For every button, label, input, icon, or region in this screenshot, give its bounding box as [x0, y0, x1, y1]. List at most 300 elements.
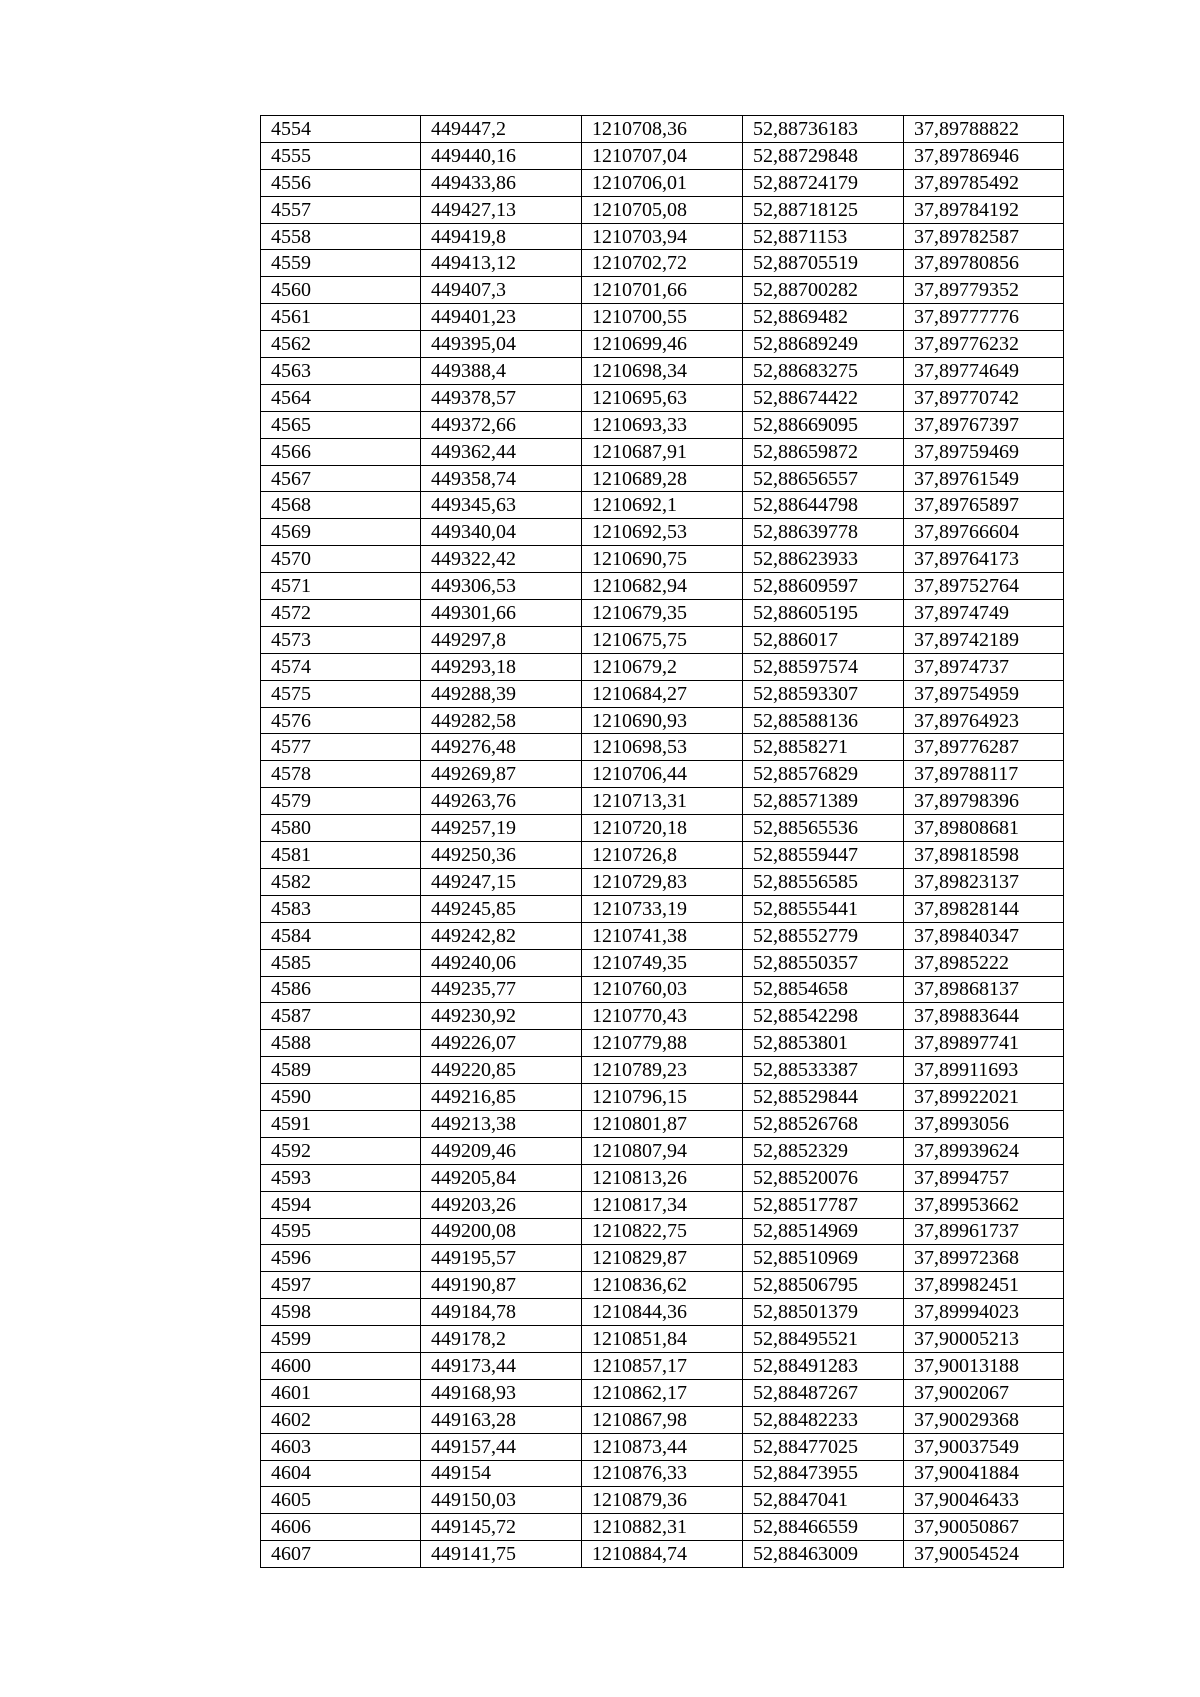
longitude-cell: 37,8985222	[904, 949, 1064, 976]
point-number-cell: 4596	[261, 1245, 421, 1272]
point-number-cell: 4567	[261, 465, 421, 492]
longitude-cell: 37,89765897	[904, 492, 1064, 519]
table-row	[261, 1272, 1064, 1299]
x-coordinate-cell: 449276,48	[421, 734, 582, 761]
latitude-cell: 52,88571389	[743, 788, 904, 815]
table-row	[261, 116, 1064, 143]
y-coordinate-cell: 1210692,53	[582, 519, 743, 546]
point-number-cell: 4578	[261, 761, 421, 788]
table-row	[261, 1433, 1064, 1460]
y-coordinate-cell: 1210813,26	[582, 1164, 743, 1191]
y-coordinate-cell: 1210693,33	[582, 411, 743, 438]
x-coordinate-cell: 449150,03	[421, 1487, 582, 1514]
y-coordinate-cell: 1210801,87	[582, 1110, 743, 1137]
x-coordinate-cell: 449288,39	[421, 680, 582, 707]
longitude-cell: 37,89982451	[904, 1272, 1064, 1299]
longitude-cell: 37,89840347	[904, 922, 1064, 949]
y-coordinate-cell: 1210789,23	[582, 1057, 743, 1084]
point-number-cell: 4576	[261, 707, 421, 734]
y-coordinate-cell: 1210879,36	[582, 1487, 743, 1514]
longitude-cell: 37,9002067	[904, 1379, 1064, 1406]
table-row	[261, 680, 1064, 707]
point-number-cell: 4605	[261, 1487, 421, 1514]
latitude-cell: 52,88674422	[743, 384, 904, 411]
point-number-cell: 4565	[261, 411, 421, 438]
longitude-cell: 37,89823137	[904, 868, 1064, 895]
point-number-cell: 4569	[261, 519, 421, 546]
table-row	[261, 1514, 1064, 1541]
table-row	[261, 331, 1064, 358]
latitude-cell: 52,88623933	[743, 546, 904, 573]
x-coordinate-cell: 449178,2	[421, 1326, 582, 1353]
point-number-cell: 4588	[261, 1030, 421, 1057]
latitude-cell: 52,8858271	[743, 734, 904, 761]
table-row	[261, 573, 1064, 600]
latitude-cell: 52,88550357	[743, 949, 904, 976]
y-coordinate-cell: 1210692,1	[582, 492, 743, 519]
table-row	[261, 1030, 1064, 1057]
latitude-cell: 52,88705519	[743, 250, 904, 277]
table-row	[261, 196, 1064, 223]
point-number-cell: 4601	[261, 1379, 421, 1406]
y-coordinate-cell: 1210720,18	[582, 815, 743, 842]
point-number-cell: 4595	[261, 1218, 421, 1245]
table-row	[261, 707, 1064, 734]
latitude-cell: 52,88526768	[743, 1110, 904, 1137]
longitude-cell: 37,89770742	[904, 384, 1064, 411]
latitude-cell: 52,88729848	[743, 142, 904, 169]
x-coordinate-cell: 449395,04	[421, 331, 582, 358]
y-coordinate-cell: 1210699,46	[582, 331, 743, 358]
x-coordinate-cell: 449245,85	[421, 895, 582, 922]
point-number-cell: 4579	[261, 788, 421, 815]
point-number-cell: 4607	[261, 1541, 421, 1568]
table-row	[261, 169, 1064, 196]
table-row	[261, 1245, 1064, 1272]
x-coordinate-cell: 449427,13	[421, 196, 582, 223]
longitude-cell: 37,89788117	[904, 761, 1064, 788]
table-row	[261, 546, 1064, 573]
table-row	[261, 1003, 1064, 1030]
y-coordinate-cell: 1210687,91	[582, 438, 743, 465]
table-row	[261, 1460, 1064, 1487]
y-coordinate-cell: 1210706,01	[582, 169, 743, 196]
longitude-cell: 37,90005213	[904, 1326, 1064, 1353]
x-coordinate-cell: 449145,72	[421, 1514, 582, 1541]
x-coordinate-cell: 449362,44	[421, 438, 582, 465]
y-coordinate-cell: 1210829,87	[582, 1245, 743, 1272]
latitude-cell: 52,88559447	[743, 842, 904, 869]
latitude-cell: 52,88605195	[743, 600, 904, 627]
longitude-cell: 37,89868137	[904, 976, 1064, 1003]
point-number-cell: 4561	[261, 304, 421, 331]
table-row	[261, 1487, 1064, 1514]
table-row	[261, 600, 1064, 627]
table-row	[261, 1541, 1064, 1568]
table-row	[261, 1191, 1064, 1218]
x-coordinate-cell: 449250,36	[421, 842, 582, 869]
x-coordinate-cell: 449297,8	[421, 626, 582, 653]
table-row	[261, 277, 1064, 304]
point-number-cell: 4570	[261, 546, 421, 573]
x-coordinate-cell: 449293,18	[421, 653, 582, 680]
y-coordinate-cell: 1210851,84	[582, 1326, 743, 1353]
latitude-cell: 52,88724179	[743, 169, 904, 196]
longitude-cell: 37,89828144	[904, 895, 1064, 922]
point-number-cell: 4563	[261, 358, 421, 385]
point-number-cell: 4560	[261, 277, 421, 304]
latitude-cell: 52,88517787	[743, 1191, 904, 1218]
x-coordinate-cell: 449401,23	[421, 304, 582, 331]
latitude-cell: 52,88542298	[743, 1003, 904, 1030]
point-number-cell: 4574	[261, 653, 421, 680]
longitude-cell: 37,89774649	[904, 358, 1064, 385]
latitude-cell: 52,8871153	[743, 223, 904, 250]
latitude-cell: 52,88683275	[743, 358, 904, 385]
x-coordinate-cell: 449195,57	[421, 1245, 582, 1272]
y-coordinate-cell: 1210708,36	[582, 116, 743, 143]
x-coordinate-cell: 449209,46	[421, 1137, 582, 1164]
table-row	[261, 1137, 1064, 1164]
point-number-cell: 4598	[261, 1299, 421, 1326]
coordinates-table-body	[261, 116, 1064, 1568]
latitude-cell: 52,88556585	[743, 868, 904, 895]
point-number-cell: 4603	[261, 1433, 421, 1460]
y-coordinate-cell: 1210779,88	[582, 1030, 743, 1057]
longitude-cell: 37,89742189	[904, 626, 1064, 653]
latitude-cell: 52,88639778	[743, 519, 904, 546]
table-row	[261, 358, 1064, 385]
latitude-cell: 52,88491283	[743, 1352, 904, 1379]
table-row	[261, 1326, 1064, 1353]
table-row	[261, 1379, 1064, 1406]
x-coordinate-cell: 449419,8	[421, 223, 582, 250]
y-coordinate-cell: 1210689,28	[582, 465, 743, 492]
point-number-cell: 4568	[261, 492, 421, 519]
point-number-cell: 4593	[261, 1164, 421, 1191]
y-coordinate-cell: 1210884,74	[582, 1541, 743, 1568]
longitude-cell: 37,89808681	[904, 815, 1064, 842]
y-coordinate-cell: 1210690,93	[582, 707, 743, 734]
y-coordinate-cell: 1210867,98	[582, 1406, 743, 1433]
longitude-cell: 37,89897741	[904, 1030, 1064, 1057]
point-number-cell: 4580	[261, 815, 421, 842]
table-row	[261, 653, 1064, 680]
table-row	[261, 922, 1064, 949]
y-coordinate-cell: 1210862,17	[582, 1379, 743, 1406]
latitude-cell: 52,88506795	[743, 1272, 904, 1299]
x-coordinate-cell: 449226,07	[421, 1030, 582, 1057]
x-coordinate-cell: 449213,38	[421, 1110, 582, 1137]
x-coordinate-cell: 449282,58	[421, 707, 582, 734]
longitude-cell: 37,90054524	[904, 1541, 1064, 1568]
latitude-cell: 52,88576829	[743, 761, 904, 788]
table-row	[261, 384, 1064, 411]
longitude-cell: 37,90037549	[904, 1433, 1064, 1460]
longitude-cell: 37,89784192	[904, 196, 1064, 223]
point-number-cell: 4600	[261, 1352, 421, 1379]
longitude-cell: 37,89922021	[904, 1084, 1064, 1111]
table-row	[261, 492, 1064, 519]
longitude-cell: 37,89818598	[904, 842, 1064, 869]
table-row	[261, 895, 1064, 922]
y-coordinate-cell: 1210749,35	[582, 949, 743, 976]
latitude-cell: 52,88656557	[743, 465, 904, 492]
latitude-cell: 52,8854658	[743, 976, 904, 1003]
longitude-cell: 37,89785492	[904, 169, 1064, 196]
y-coordinate-cell: 1210844,36	[582, 1299, 743, 1326]
x-coordinate-cell: 449220,85	[421, 1057, 582, 1084]
x-coordinate-cell: 449345,63	[421, 492, 582, 519]
longitude-cell: 37,89972368	[904, 1245, 1064, 1272]
longitude-cell: 37,89961737	[904, 1218, 1064, 1245]
point-number-cell: 4592	[261, 1137, 421, 1164]
x-coordinate-cell: 449388,4	[421, 358, 582, 385]
y-coordinate-cell: 1210706,44	[582, 761, 743, 788]
y-coordinate-cell: 1210700,55	[582, 304, 743, 331]
x-coordinate-cell: 449184,78	[421, 1299, 582, 1326]
y-coordinate-cell: 1210705,08	[582, 196, 743, 223]
latitude-cell: 52,88593307	[743, 680, 904, 707]
point-number-cell: 4584	[261, 922, 421, 949]
latitude-cell: 52,88565536	[743, 815, 904, 842]
latitude-cell: 52,88588136	[743, 707, 904, 734]
longitude-cell: 37,8993056	[904, 1110, 1064, 1137]
latitude-cell: 52,8853801	[743, 1030, 904, 1057]
x-coordinate-cell: 449440,16	[421, 142, 582, 169]
y-coordinate-cell: 1210822,75	[582, 1218, 743, 1245]
y-coordinate-cell: 1210713,31	[582, 788, 743, 815]
y-coordinate-cell: 1210698,34	[582, 358, 743, 385]
longitude-cell: 37,89782587	[904, 223, 1064, 250]
latitude-cell: 52,88597574	[743, 653, 904, 680]
table-row	[261, 976, 1064, 1003]
longitude-cell: 37,89766604	[904, 519, 1064, 546]
point-number-cell: 4591	[261, 1110, 421, 1137]
y-coordinate-cell: 1210729,83	[582, 868, 743, 895]
latitude-cell: 52,88477025	[743, 1433, 904, 1460]
latitude-cell: 52,88659872	[743, 438, 904, 465]
table-row	[261, 868, 1064, 895]
table-row	[261, 438, 1064, 465]
point-number-cell: 4586	[261, 976, 421, 1003]
x-coordinate-cell: 449154	[421, 1460, 582, 1487]
point-number-cell: 4566	[261, 438, 421, 465]
y-coordinate-cell: 1210741,38	[582, 922, 743, 949]
x-coordinate-cell: 449190,87	[421, 1272, 582, 1299]
y-coordinate-cell: 1210796,15	[582, 1084, 743, 1111]
latitude-cell: 52,8847041	[743, 1487, 904, 1514]
point-number-cell: 4571	[261, 573, 421, 600]
point-number-cell: 4575	[261, 680, 421, 707]
point-number-cell: 4589	[261, 1057, 421, 1084]
table-row	[261, 1406, 1064, 1433]
y-coordinate-cell: 1210882,31	[582, 1514, 743, 1541]
x-coordinate-cell: 449173,44	[421, 1352, 582, 1379]
table-row	[261, 519, 1064, 546]
longitude-cell: 37,90013188	[904, 1352, 1064, 1379]
table-row	[261, 788, 1064, 815]
point-number-cell: 4573	[261, 626, 421, 653]
latitude-cell: 52,88463009	[743, 1541, 904, 1568]
y-coordinate-cell: 1210760,03	[582, 976, 743, 1003]
y-coordinate-cell: 1210679,35	[582, 600, 743, 627]
x-coordinate-cell: 449433,86	[421, 169, 582, 196]
table-row	[261, 465, 1064, 492]
latitude-cell: 52,8852329	[743, 1137, 904, 1164]
table-row	[261, 1299, 1064, 1326]
table-row	[261, 304, 1064, 331]
x-coordinate-cell: 449269,87	[421, 761, 582, 788]
longitude-cell: 37,89939624	[904, 1137, 1064, 1164]
x-coordinate-cell: 449378,57	[421, 384, 582, 411]
table-row	[261, 1218, 1064, 1245]
point-number-cell: 4594	[261, 1191, 421, 1218]
point-number-cell: 4597	[261, 1272, 421, 1299]
latitude-cell: 52,88669095	[743, 411, 904, 438]
latitude-cell: 52,88552779	[743, 922, 904, 949]
x-coordinate-cell: 449413,12	[421, 250, 582, 277]
y-coordinate-cell: 1210682,94	[582, 573, 743, 600]
point-number-cell: 4556	[261, 169, 421, 196]
point-number-cell: 4562	[261, 331, 421, 358]
x-coordinate-cell: 449372,66	[421, 411, 582, 438]
longitude-cell: 37,90046433	[904, 1487, 1064, 1514]
longitude-cell: 37,89776232	[904, 331, 1064, 358]
y-coordinate-cell: 1210702,72	[582, 250, 743, 277]
y-coordinate-cell: 1210733,19	[582, 895, 743, 922]
latitude-cell: 52,88510969	[743, 1245, 904, 1272]
y-coordinate-cell: 1210679,2	[582, 653, 743, 680]
x-coordinate-cell: 449301,66	[421, 600, 582, 627]
longitude-cell: 37,89761549	[904, 465, 1064, 492]
y-coordinate-cell: 1210701,66	[582, 277, 743, 304]
longitude-cell: 37,90029368	[904, 1406, 1064, 1433]
y-coordinate-cell: 1210675,75	[582, 626, 743, 653]
y-coordinate-cell: 1210817,34	[582, 1191, 743, 1218]
table-row	[261, 1164, 1064, 1191]
table-row	[261, 142, 1064, 169]
latitude-cell: 52,88700282	[743, 277, 904, 304]
point-number-cell: 4604	[261, 1460, 421, 1487]
x-coordinate-cell: 449200,08	[421, 1218, 582, 1245]
point-number-cell: 4606	[261, 1514, 421, 1541]
latitude-cell: 52,88495521	[743, 1326, 904, 1353]
x-coordinate-cell: 449358,74	[421, 465, 582, 492]
longitude-cell: 37,89776287	[904, 734, 1064, 761]
longitude-cell: 37,89786946	[904, 142, 1064, 169]
latitude-cell: 52,88487267	[743, 1379, 904, 1406]
latitude-cell: 52,88555441	[743, 895, 904, 922]
x-coordinate-cell: 449407,3	[421, 277, 582, 304]
longitude-cell: 37,89759469	[904, 438, 1064, 465]
x-coordinate-cell: 449240,06	[421, 949, 582, 976]
x-coordinate-cell: 449203,26	[421, 1191, 582, 1218]
table-row	[261, 761, 1064, 788]
x-coordinate-cell: 449141,75	[421, 1541, 582, 1568]
point-number-cell: 4585	[261, 949, 421, 976]
latitude-cell: 52,88520076	[743, 1164, 904, 1191]
y-coordinate-cell: 1210726,8	[582, 842, 743, 869]
latitude-cell: 52,886017	[743, 626, 904, 653]
longitude-cell: 37,90041884	[904, 1460, 1064, 1487]
table-row	[261, 1057, 1064, 1084]
point-number-cell: 4581	[261, 842, 421, 869]
x-coordinate-cell: 449340,04	[421, 519, 582, 546]
y-coordinate-cell: 1210684,27	[582, 680, 743, 707]
latitude-cell: 52,88473955	[743, 1460, 904, 1487]
x-coordinate-cell: 449157,44	[421, 1433, 582, 1460]
point-number-cell: 4577	[261, 734, 421, 761]
longitude-cell: 37,89953662	[904, 1191, 1064, 1218]
y-coordinate-cell: 1210698,53	[582, 734, 743, 761]
point-number-cell: 4558	[261, 223, 421, 250]
longitude-cell: 37,89798396	[904, 788, 1064, 815]
latitude-cell: 52,88736183	[743, 116, 904, 143]
point-number-cell: 4590	[261, 1084, 421, 1111]
y-coordinate-cell: 1210807,94	[582, 1137, 743, 1164]
x-coordinate-cell: 449205,84	[421, 1164, 582, 1191]
longitude-cell: 37,89780856	[904, 250, 1064, 277]
x-coordinate-cell: 449163,28	[421, 1406, 582, 1433]
x-coordinate-cell: 449322,42	[421, 546, 582, 573]
point-number-cell: 4554	[261, 116, 421, 143]
table-row	[261, 223, 1064, 250]
y-coordinate-cell: 1210690,75	[582, 546, 743, 573]
x-coordinate-cell: 449216,85	[421, 1084, 582, 1111]
longitude-cell: 37,89764173	[904, 546, 1064, 573]
table-row	[261, 250, 1064, 277]
latitude-cell: 52,88644798	[743, 492, 904, 519]
latitude-cell: 52,88482233	[743, 1406, 904, 1433]
longitude-cell: 37,89764923	[904, 707, 1064, 734]
latitude-cell: 52,88501379	[743, 1299, 904, 1326]
x-coordinate-cell: 449257,19	[421, 815, 582, 842]
longitude-cell: 37,8974749	[904, 600, 1064, 627]
longitude-cell: 37,8994757	[904, 1164, 1064, 1191]
latitude-cell: 52,88466559	[743, 1514, 904, 1541]
table-row	[261, 411, 1064, 438]
table-row	[261, 1352, 1064, 1379]
point-number-cell: 4582	[261, 868, 421, 895]
table-row	[261, 949, 1064, 976]
y-coordinate-cell: 1210876,33	[582, 1460, 743, 1487]
y-coordinate-cell: 1210707,04	[582, 142, 743, 169]
longitude-cell: 37,89779352	[904, 277, 1064, 304]
y-coordinate-cell: 1210836,62	[582, 1272, 743, 1299]
latitude-cell: 52,88529844	[743, 1084, 904, 1111]
x-coordinate-cell: 449447,2	[421, 116, 582, 143]
y-coordinate-cell: 1210695,63	[582, 384, 743, 411]
point-number-cell: 4557	[261, 196, 421, 223]
point-number-cell: 4572	[261, 600, 421, 627]
x-coordinate-cell: 449306,53	[421, 573, 582, 600]
longitude-cell: 37,89767397	[904, 411, 1064, 438]
latitude-cell: 52,88718125	[743, 196, 904, 223]
point-number-cell: 4583	[261, 895, 421, 922]
point-number-cell: 4559	[261, 250, 421, 277]
y-coordinate-cell: 1210857,17	[582, 1352, 743, 1379]
point-number-cell: 4602	[261, 1406, 421, 1433]
point-number-cell: 4564	[261, 384, 421, 411]
point-number-cell: 4599	[261, 1326, 421, 1353]
latitude-cell: 52,8869482	[743, 304, 904, 331]
x-coordinate-cell: 449242,82	[421, 922, 582, 949]
longitude-cell: 37,89777776	[904, 304, 1064, 331]
longitude-cell: 37,89754959	[904, 680, 1064, 707]
longitude-cell: 37,90050867	[904, 1514, 1064, 1541]
table-row	[261, 842, 1064, 869]
